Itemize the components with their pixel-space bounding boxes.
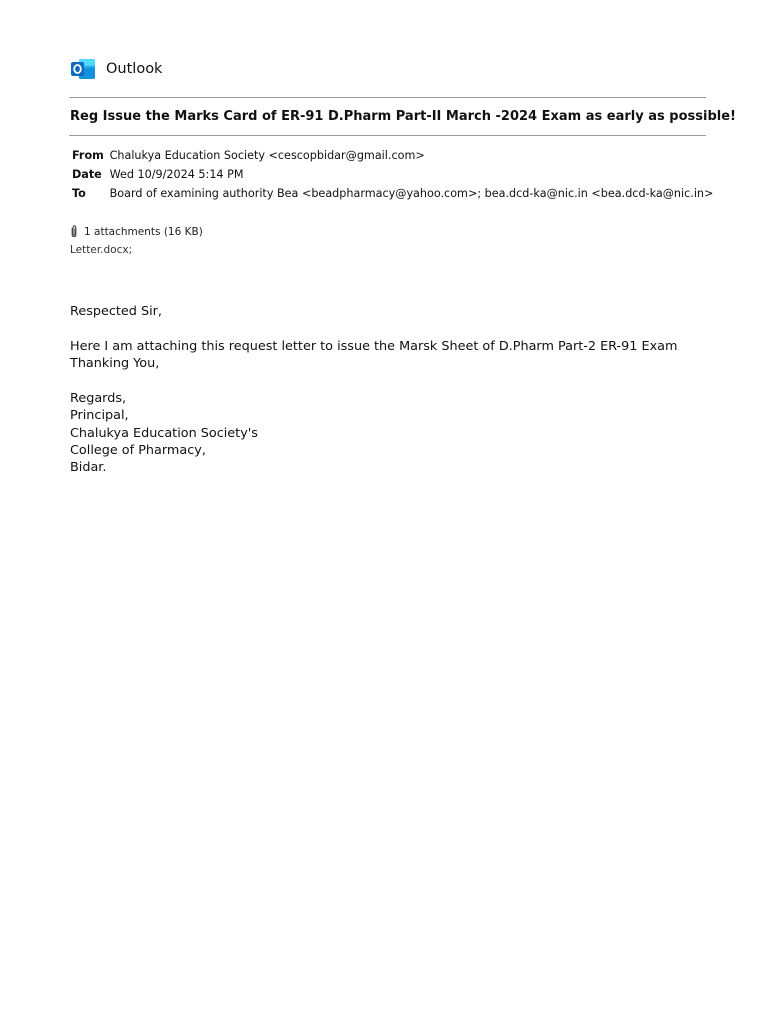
date-row [72, 168, 244, 181]
body-greeting: Respected Sir, [70, 304, 162, 319]
email-subject: Reg Issue the Marks Card of ER-91 D.Pharm Part-II March -2024 Exam as early as possible! [70, 109, 736, 124]
attachments-summary-text: 1 attachments (16 KB) [84, 225, 203, 238]
date-label: Date [72, 168, 102, 181]
paperclip-icon [69, 225, 79, 238]
outlook-brand [70, 58, 162, 80]
signature-line-3: College of Pharmacy, [70, 443, 206, 458]
outlook-logo-icon [70, 58, 96, 80]
from-row [72, 149, 425, 162]
body-line-2: Thanking You, [70, 356, 160, 371]
body-signoff: Regards, [70, 391, 127, 406]
signature-line-4: Bidar. [70, 460, 107, 475]
app-name: Outlook [106, 61, 163, 77]
from-value: Chalukya Education Society <cescopbidar@gmail.com> [109, 149, 425, 162]
from-label: From [72, 149, 104, 162]
to-label: To [72, 187, 86, 200]
attachments-summary[interactable] [69, 225, 203, 238]
date-value: Wed 10/9/2024 5:14 PM [109, 168, 244, 181]
to-value: Board of examining authority Bea <beadpharmacy@yahoo.com>; bea.dcd-ka@nic.in <bea.dcd-ka@nic.in> [109, 187, 714, 200]
attachment-filename[interactable]: Letter.docx; [70, 244, 133, 256]
body-line-1: Here I am attaching this request letter to issue the Marsk Sheet of D.Pharm Part-2 ER-91 Exam [70, 339, 678, 354]
header-divider [69, 97, 706, 98]
to-row [72, 187, 713, 200]
signature-line-1: Principal, [70, 408, 129, 423]
signature-line-2: Chalukya Education Society's [70, 426, 258, 441]
subject-divider [69, 135, 706, 136]
